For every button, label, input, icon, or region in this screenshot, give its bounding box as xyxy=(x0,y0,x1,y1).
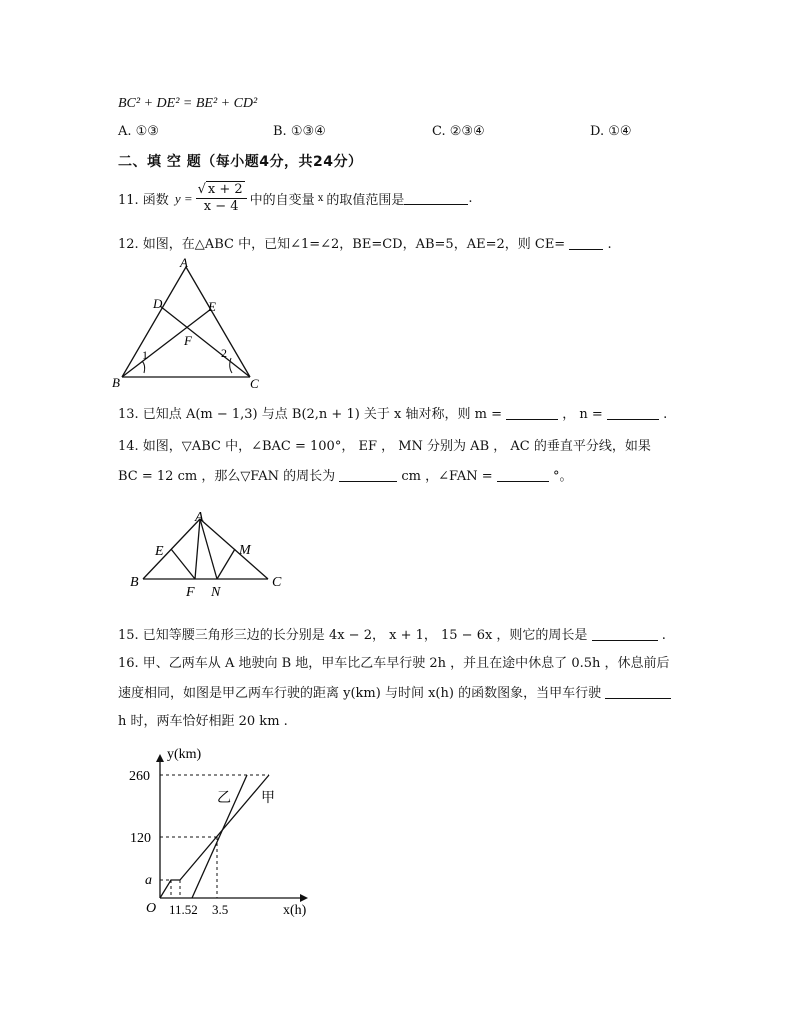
q12-end: . xyxy=(607,237,612,252)
q14-segment-an xyxy=(200,519,217,579)
q12-label-1: 1 xyxy=(142,348,148,362)
q12-side-ab xyxy=(122,267,186,377)
q14-segment-ef xyxy=(171,549,195,579)
x-axis-label: x(h) xyxy=(283,903,307,918)
q16-answer-blank[interactable] xyxy=(605,686,671,699)
q15-end: . xyxy=(661,628,666,643)
origin-label: O xyxy=(146,901,157,916)
q14-label-m: M xyxy=(239,543,251,558)
q10-option-d: D. ①④ xyxy=(590,124,632,139)
q12-triangle-figure xyxy=(110,255,270,395)
q11-numerator: √ x + 2 xyxy=(196,182,247,199)
y-axis-label: y(km) xyxy=(167,747,202,762)
q13-text-b: ， n = xyxy=(562,407,603,422)
q14-label-a: A xyxy=(195,510,204,525)
q12-answer-blank[interactable] xyxy=(569,237,603,250)
q14-angle-blank[interactable] xyxy=(497,469,549,482)
q10-option-a: A. ①③ xyxy=(118,124,159,139)
y-tick-a: a xyxy=(145,873,152,888)
question-14-line2 xyxy=(118,465,573,484)
q12-label-2: 2 xyxy=(221,346,227,360)
q14-line2-a: BC = 12 cm ，那么▽FAN 的周长为 xyxy=(118,469,336,484)
q14-label-e: E xyxy=(155,544,164,559)
q10-options xyxy=(118,124,718,142)
q12-label-e: E xyxy=(208,299,216,314)
question-11 xyxy=(118,182,472,215)
q12-segment-cd xyxy=(160,306,250,377)
q14-line2-c: °。 xyxy=(552,469,573,484)
q11-y-eq: y = xyxy=(174,190,193,206)
q12-label-b: B xyxy=(112,375,120,390)
q12-text: 12. 如图，在△ABC 中，已知∠1=∠2，BE=CD，AB=5，AE=2，则 CE= xyxy=(118,237,566,252)
q11-suffix-a: 中的自变量 xyxy=(249,193,315,208)
q13-m-blank[interactable] xyxy=(506,407,558,420)
q14-triangle-figure xyxy=(125,505,300,600)
q10-option-c: C. ②③④ xyxy=(432,124,485,139)
q12-side-ac xyxy=(186,267,250,377)
question-16-line3: h 时，两车恰好相距 20 km . xyxy=(118,714,288,729)
x-tick-labels: 11.52 xyxy=(169,902,198,917)
label-jia: 甲 xyxy=(261,791,275,806)
q14-segment-af xyxy=(195,519,200,579)
q16-line2-text: 速度相同，如图是甲乙两车行驶的距离 y(km) 与时间 x(h) 的函数图象，当甲车行驶 xyxy=(118,686,602,701)
q15-text: 15. 已知等腰三角形三边的长分别是 4x − 2， x + 1， 15 − 6x ，则它的周长是 xyxy=(118,628,588,643)
q12-angle2-arc xyxy=(230,358,232,373)
y-tick-120: 120 xyxy=(130,831,151,846)
section-title: 二、填 空 题（每小题4分，共24分） xyxy=(118,154,363,170)
question-16-line2 xyxy=(118,682,671,701)
q10-option-b: B. ①③④ xyxy=(273,124,326,139)
q11-end: . xyxy=(468,191,473,206)
q12-label-c: C xyxy=(250,376,259,391)
q12-label-d: D xyxy=(153,296,163,311)
q13-text-a: 13. 已知点 A(m − 1,3) 与点 B(2,n + 1) 关于 x 轴对称，则 m = xyxy=(118,407,503,422)
question-14-line1: 14. 如图，▽ABC 中，∠BAC = 100°， EF ， MN 分别为 AB ， AC 的垂直平分线，如果 xyxy=(118,439,651,454)
q11-denominator: x − 4 xyxy=(203,199,239,214)
q11-radicand: x + 2 xyxy=(207,182,243,197)
q12-label-f: F xyxy=(184,333,192,348)
q14-label-b: B xyxy=(130,575,139,590)
q11-fraction xyxy=(196,182,247,215)
q14-label-c: C xyxy=(272,575,282,590)
label-yi: 乙 xyxy=(217,791,231,806)
q14-label-n: N xyxy=(211,585,221,600)
q12-label-a: A xyxy=(180,255,188,270)
q11-answer-blank[interactable] xyxy=(404,192,468,205)
q11-prefix: 11. 函数 xyxy=(118,193,169,208)
q12-angle1-arc xyxy=(142,361,145,373)
question-13 xyxy=(118,403,667,422)
y-axis-arrow xyxy=(156,754,164,762)
q15-answer-blank[interactable] xyxy=(592,628,658,641)
q14-perimeter-blank[interactable] xyxy=(339,469,397,482)
q13-end: . xyxy=(663,407,668,422)
q16-distance-time-graph xyxy=(125,742,325,927)
q11-var: x xyxy=(317,193,324,204)
q13-n-blank[interactable] xyxy=(607,407,659,420)
q10-equation: BC² + DE² = BE² + CD² xyxy=(118,96,258,111)
y-tick-260: 260 xyxy=(129,769,150,784)
x-axis-arrow xyxy=(300,894,308,902)
question-16-line1: 16. 甲、乙两车从 A 地驶向 B 地，甲车比乙车早行驶 2h ，并且在途中休息了 0.5h ，休息前后 xyxy=(118,656,670,671)
q14-line2-b: cm ，∠FAN = xyxy=(401,469,493,484)
x-tick-3-5: 3.5 xyxy=(212,902,229,917)
question-12 xyxy=(118,233,612,252)
q12-segment-be xyxy=(122,309,211,377)
q11-suffix-b: 的取值范围是 xyxy=(326,193,405,208)
question-15 xyxy=(118,624,666,643)
q14-side-ac xyxy=(200,519,268,579)
q14-label-f: F xyxy=(186,585,195,600)
q14-segment-mn xyxy=(217,549,235,579)
